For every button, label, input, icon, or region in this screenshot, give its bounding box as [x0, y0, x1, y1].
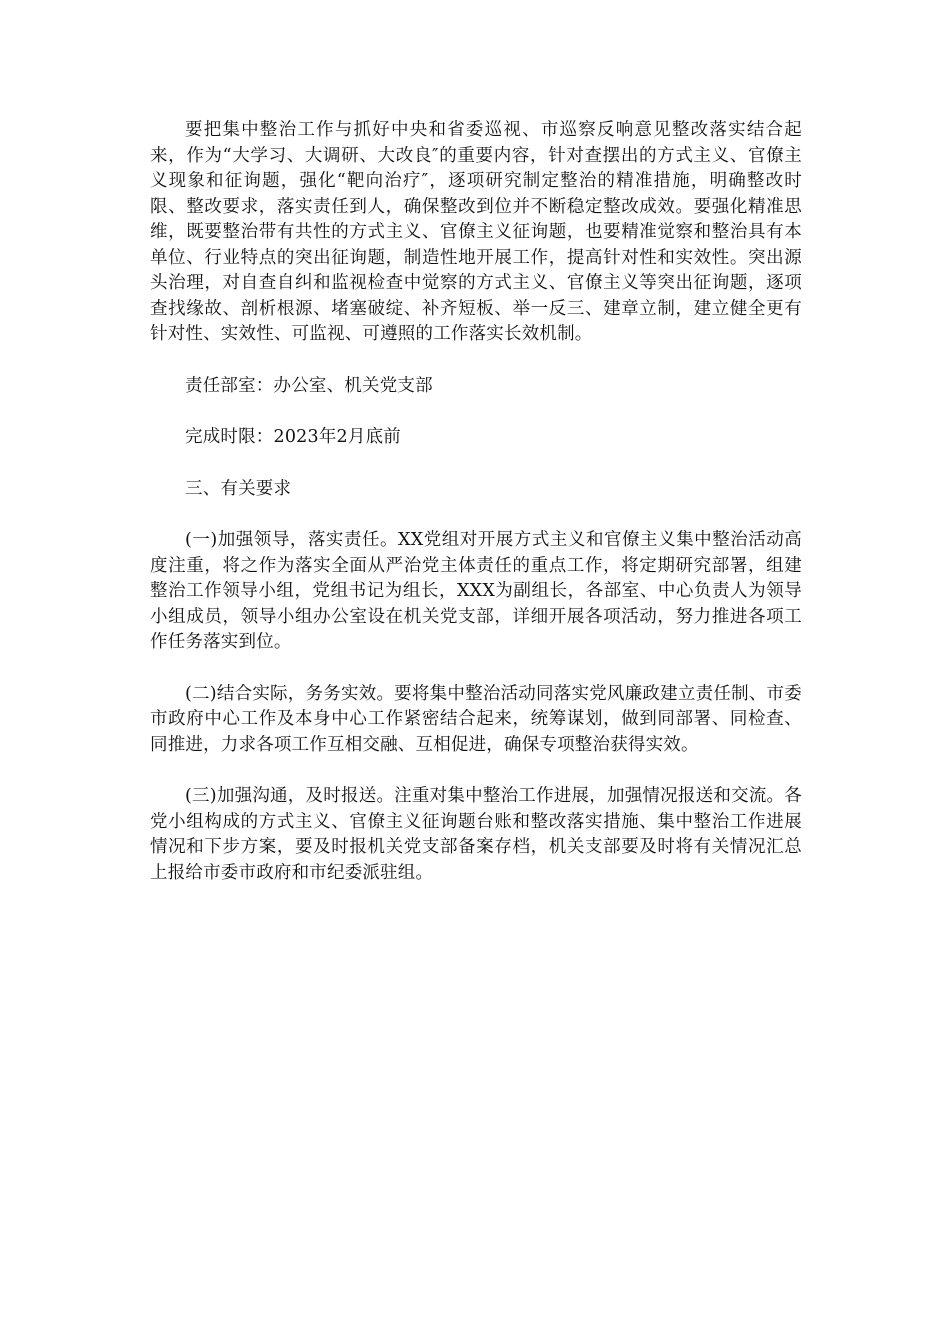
paragraph-rectification-measures: 要把集中整治工作与抓好中央和省委巡视、市巡察反响意见整改落实结合起来，作为“大学习、大调研、大改良″的重要内容，针对查摆出的方式主义、官僚主义现象和征询题，强化“靶向治疗″，逐项研究制定整治的精准措施，明确整改时限、整改要求，落实责任到人，确保整改到位并不断稳定整改成效。要强化精准思维，既要整治带有共性的方式主义、官僚主义征询题，也要精准觉察和整治具有本单位、行业特点的突出征询题，制造性地开展工作，提高针对性和实效性。突出源头治理，对自查自纠和监视检查中觉察的方式主义、官僚主义等突出征询题，逐项查找缘故、剖析根源、堵塞破绽、补齐短板、举一反三、建章立制，建立健全更有针对性、实效性、可监视、可遵照的工作落实长效机制。: [150, 120, 802, 344]
paragraph-leadership: (一)加强领导，落实责任。XX党组对开展方式主义和官僚主义集中整治活动高度注重，将之作为落实全面从严治党主体责任的重点工作，将定期研究部署，组建整治工作领导小组，党组书记为组长，XXX为副组长，各部室、中心负责人为领导小组成员，领导小组办公室设在机关党支部，详细开展各项活动，努力推进各项工作任务落实到位。: [150, 530, 802, 652]
paragraph-practical-results: (二)结合实际，务务实效。要将集中整治活动同落实党风廉政建立责任制、市委市政府中心工作及本身中心工作紧密结合起来，统筹谋划，做到同部署、同检查、同推进，力求各项工作互相交融、互相促进，确保专项整治获得实效。: [150, 683, 802, 755]
section-heading-requirements: 三、有关要求: [185, 478, 292, 499]
document-body: [150, 118, 802, 912]
paragraph-deadline: 完成时限：2023年2月底前: [185, 427, 401, 447]
paragraph-responsible-department: 责任部室：办公室、机关党支部: [185, 375, 433, 396]
paragraph-communication: (三)加强沟通，及时报送。注重对集中整治工作进展，加强情况报送和交流。各党小组构成的方式主义、官僚主义征询题台账和整改落实措施、集中整治工作进展情况和下步方案，要及时报机关党支部备案存档，机关支部要及时将有关情况汇总上报给市委市政府和市纪委派驻组。: [150, 786, 802, 883]
